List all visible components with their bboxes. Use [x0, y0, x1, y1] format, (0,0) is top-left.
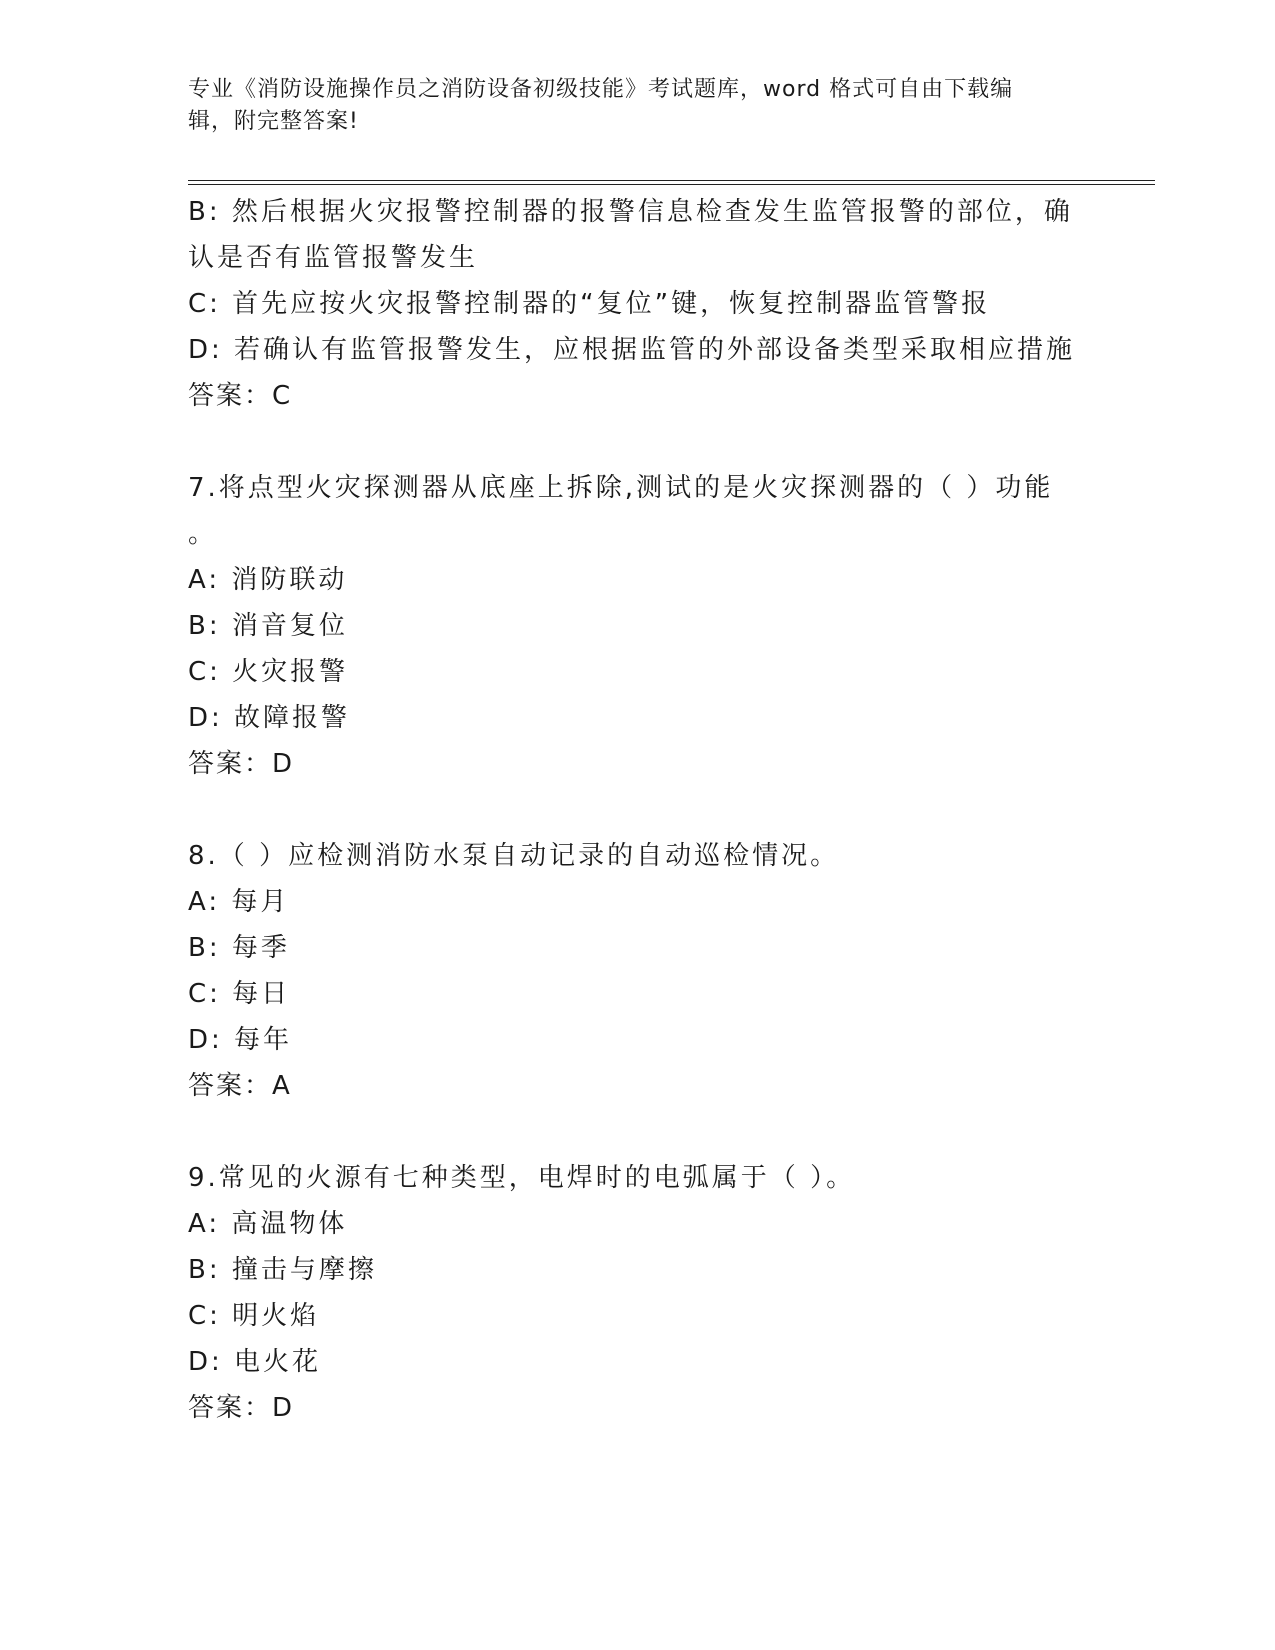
question-stem-line-2: 。: [188, 519, 218, 549]
option-d: D: 故障报警: [188, 703, 351, 733]
header-divider-top: [188, 180, 1155, 181]
header-line-2: 辑，附完整答案!: [188, 109, 359, 134]
spacer: [188, 1109, 1088, 1155]
document-header: [188, 74, 1068, 138]
option-d: D: 若确认有监管报警发生，应根据监管的外部设备类型采取相应措施: [188, 335, 1076, 365]
question-stem: 9.常见的火源有七种类型，电焊时的电弧属于（ ）。: [188, 1163, 856, 1193]
question-9: [188, 1155, 1088, 1431]
header-divider-bottom: [188, 184, 1155, 185]
answer: 答案：C: [188, 381, 293, 411]
option-a: A: 消防联动: [188, 565, 348, 595]
option-c: C: 每日: [188, 979, 291, 1009]
question-stem-line-1: 7.将点型火灾探测器从底座上拆除,测试的是火灾探测器的（ ）功能: [188, 473, 1054, 503]
header-line-1: 专业《消防设施操作员之消防设备初级技能》考试题库，word 格式可自由下载编: [188, 77, 1014, 102]
question-7: [188, 465, 1088, 787]
option-b-line-1: B: 然后根据火灾报警控制器的报警信息检查发生监管报警的部位，确: [188, 197, 1073, 227]
question-6-tail: [188, 189, 1088, 419]
answer: 答案：D: [188, 749, 295, 779]
option-d: D: 每年: [188, 1025, 293, 1055]
option-b: B: 每季: [188, 933, 290, 963]
question-8: [188, 833, 1088, 1109]
answer: 答案：D: [188, 1393, 295, 1423]
option-c: C: 首先应按火灾报警控制器的“复位”键，恢复控制器监管警报: [188, 289, 991, 319]
option-c: C: 火灾报警: [188, 657, 349, 687]
option-b-line-2: 认是否有监管报警发生: [188, 243, 479, 273]
question-stem: 8.（ ）应检测消防水泵自动记录的自动巡检情况。: [188, 841, 840, 871]
option-c: C: 明火焰: [188, 1301, 320, 1331]
option-a: A: 高温物体: [188, 1209, 348, 1239]
spacer: [188, 787, 1088, 833]
option-a: A: 每月: [188, 887, 290, 917]
option-b: B: 消音复位: [188, 611, 348, 641]
question-list: [188, 189, 1088, 1431]
spacer: [188, 419, 1088, 465]
answer: 答案：A: [188, 1071, 292, 1101]
option-d: D: 电火花: [188, 1347, 322, 1377]
option-b: B: 撞击与摩擦: [188, 1255, 377, 1285]
